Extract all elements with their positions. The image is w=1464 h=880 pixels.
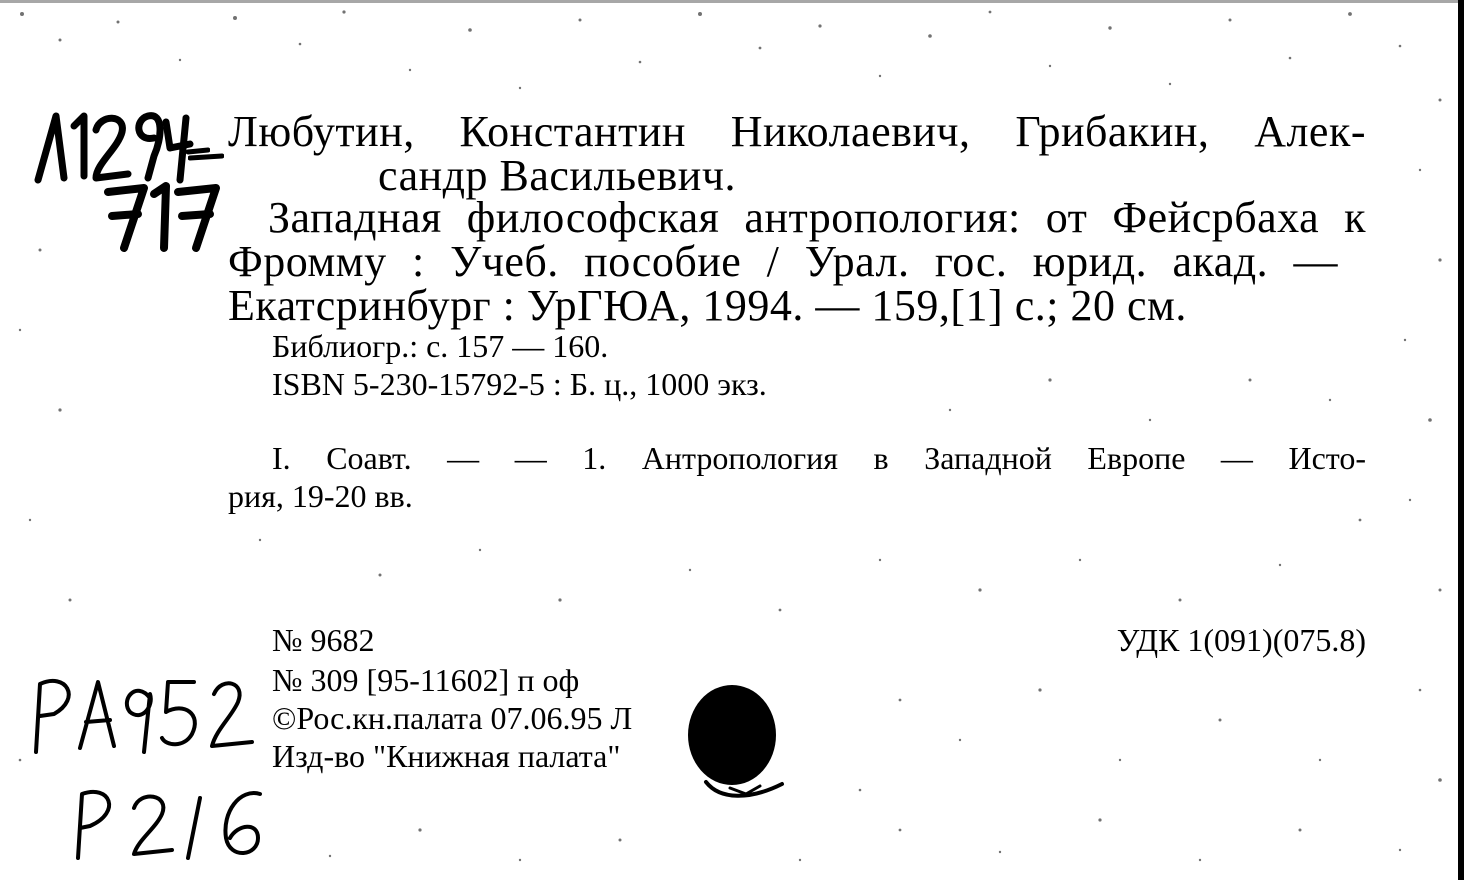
hole-torn-edge: [700, 774, 790, 804]
title-line-3: Екатсринбург : УрГЮА, 1994. — 159,[1] с.; 20 см.: [228, 281, 1187, 330]
card-number: № 9682: [272, 622, 375, 658]
publisher-line: Изд-во "Книжная палата": [272, 738, 621, 774]
card-right-edge: [1458, 0, 1464, 880]
subjects-line-2: рия, 19-20 вв.: [228, 478, 413, 514]
handwritten-code-p216: [60, 782, 280, 862]
registration-number: № 309 [95-11602] п оф: [272, 662, 580, 698]
title-line-1: Западная философская антропология: от Фейсрбаха к: [268, 193, 1366, 242]
bibliography-note: Библиогр.: с. 157 — 160.: [272, 328, 609, 364]
isbn-note: ISBN 5-230-15792-5 : Б. ц., 1000 экз.: [272, 366, 767, 402]
subjects-line-1: I. Соавт. — — 1. Антропология в Западной Европе — Исто-: [272, 440, 1366, 476]
author-line-1: Любутин, Константин Николаевич, Грибакин, Алек-: [228, 107, 1366, 156]
card-top-edge: [0, 0, 1464, 3]
udc-code: УДК 1(091)(075.8): [1116, 622, 1366, 658]
handwritten-code-ra952: [26, 668, 256, 758]
handwritten-shelf-mark-dash: [188, 150, 224, 164]
punch-hole: [688, 685, 776, 785]
author-line-2: сандр Васильевич.: [378, 151, 736, 200]
handwritten-shelf-mark-717: [104, 178, 224, 258]
handwritten-shelf-mark-1294: [30, 108, 210, 188]
title-line-2: Фромму : Учеб. пособие / Урал. гос. юрид. акад. —: [228, 237, 1338, 286]
copyright-line: ©Рос.кн.палата 07.06.95 Л: [272, 700, 633, 736]
